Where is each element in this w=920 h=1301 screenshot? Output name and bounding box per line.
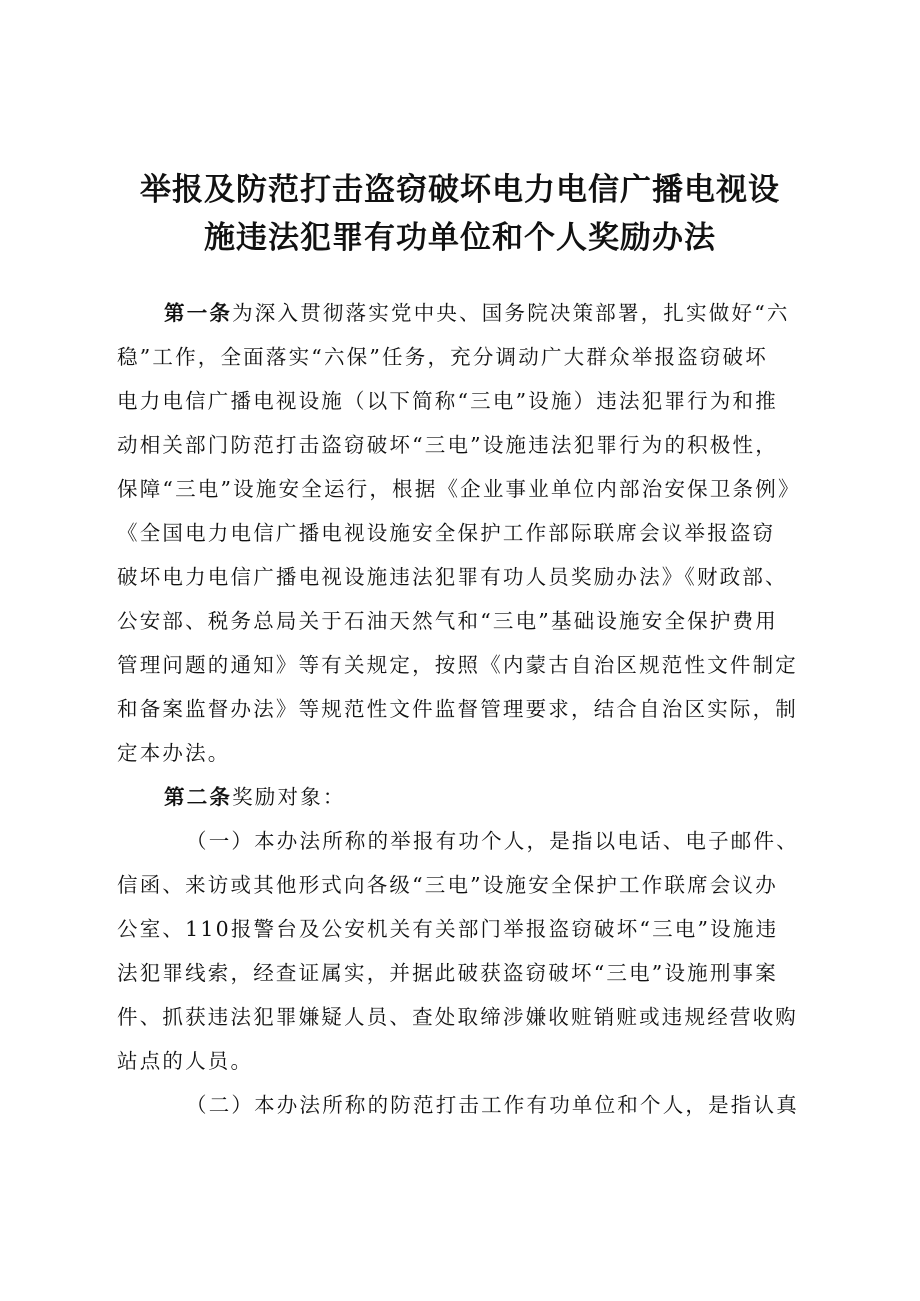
article-2-item-1-line-6: 站点的人员。 [117, 1049, 254, 1073]
document-title-line-1: 举报及防范打击盗窃破坏电力电信广播电视设 [140, 172, 780, 208]
article-2-item-1-line-5: 件、抓获违法犯罪嫌疑人员、查处取缔涉嫌收赃销赃或违规经营收购 [117, 1005, 798, 1029]
article-2-item-2-line-1: （二）本办法所称的防范打击工作有功单位和个人，是指认真 [186, 1093, 799, 1117]
article-1-line-9: 管理问题的通知》等有关规定，按照《内蒙古自治区规范性文件制定 [117, 653, 798, 677]
article-1-line-7: 破坏电力电信广播电视设施违法犯罪有功人员奖励办法》《财政部、 [117, 565, 788, 589]
article-1-line-5: 保障“三电”设施安全运行，根据《企业事业单位内部治安保卫条例》 [117, 477, 801, 501]
article-1-line-10: 和备案监督办法》等规范性文件监督管理要求，结合自治区实际，制 [117, 697, 798, 721]
article-1-line-11: 定本办法。 [117, 741, 231, 765]
article-2-item-1-line-3: 公室、110报警台及公安机关有关部门举报盗窃破坏“三电”设施违 [117, 917, 779, 941]
article-2-item-1-line-4: 法犯罪线索，经查证属实，并据此破获盗窃破坏“三电”设施刑事案 [117, 961, 778, 985]
article-2-item-1-line-2: 信函、来访或其他形式向各级“三电”设施安全保护工作联席会议办 [117, 873, 778, 897]
article-2-line-1 [164, 782, 864, 812]
article-1-line-3: 电力电信广播电视设施（以下简称“三电”设施）违法犯罪行为和推 [117, 389, 778, 413]
article-1-line-4: 动相关部门防范打击盗窃破坏“三电”设施违法犯罪行为的积极性， [117, 433, 778, 457]
article-2-text: 奖励对象： [232, 785, 346, 809]
article-1-text: 为深入贯彻落实党中央、国务院决策部署，扎实做好“六 [232, 301, 790, 325]
article-1-line-2: 稳”工作，全面落实“六保”任务，充分调动广大群众举报盗窃破坏 [117, 345, 768, 369]
article-1-line-1 [164, 298, 864, 328]
article-2-heading: 第二条 [164, 785, 233, 809]
document-title-line-2: 施违法犯罪有功单位和个人奖励办法 [204, 220, 716, 256]
article-1-line-8: 公安部、税务总局关于石油天然气和“三电”基础设施安全保护费用 [117, 609, 778, 633]
article-1-line-6: 《全国电力电信广播电视设施安全保护工作部际联席会议举报盗窃 [117, 521, 776, 545]
article-1-heading: 第一条 [164, 301, 233, 325]
article-2-item-1-line-1: （一）本办法所称的举报有功个人，是指以电话、电子邮件、 [186, 829, 799, 853]
